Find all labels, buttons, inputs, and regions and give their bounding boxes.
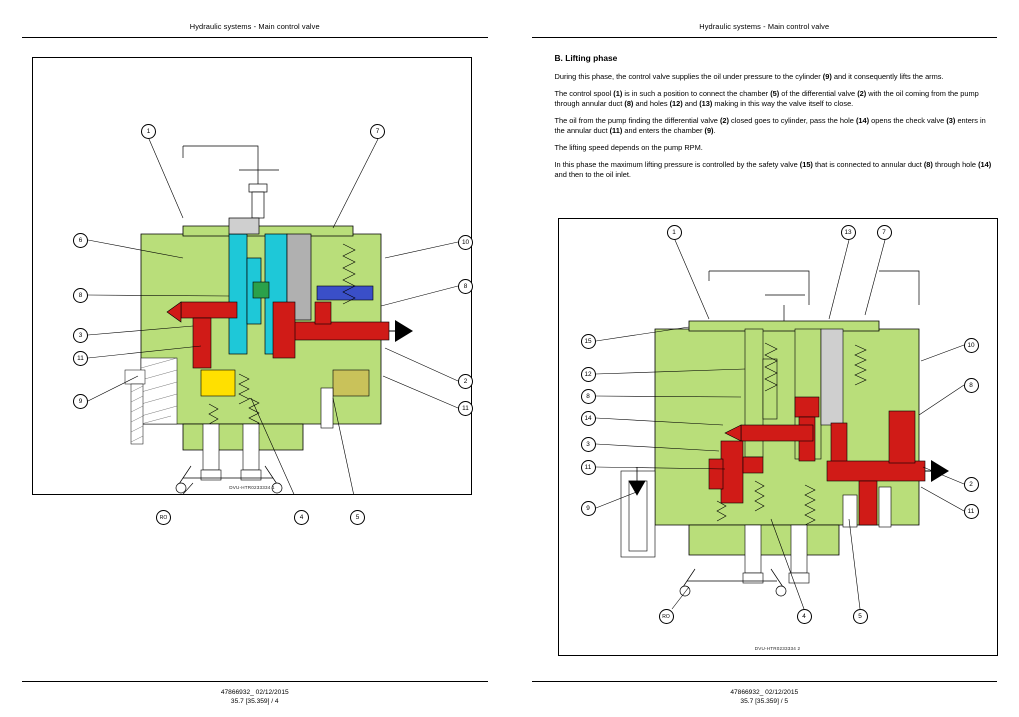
- figure-caption-left: DVU-HTR0233334 1: [229, 485, 275, 490]
- callout-13: 13: [841, 225, 856, 240]
- callout-5-right-fig: 5: [853, 609, 868, 624]
- header-rule-right: [532, 37, 998, 38]
- callout-11: 11: [73, 351, 88, 366]
- page-right: [510, 0, 1019, 717]
- callout-15: 15: [581, 334, 596, 349]
- callout-9: 9: [73, 394, 88, 409]
- footer-page-left: 35.7 [35.359] / 4: [230, 698, 279, 706]
- callout-3: 3: [73, 328, 88, 343]
- callout-7-right-fig: 7: [877, 225, 892, 240]
- page-footer-right: [532, 689, 998, 707]
- figure-caption-right: DVU-HTR0233334 2: [754, 646, 801, 651]
- figure-right: [558, 218, 998, 656]
- footer-page-right: 35.7 [35.359] / 5: [740, 698, 789, 706]
- callout-9-right-fig: 9: [581, 501, 596, 516]
- callout-4-right-fig: 4: [797, 609, 812, 624]
- paragraph-1: During this phase, the control valve supplies the oil under pressure to the cylinder (9) and it consequently lifts the arms.: [554, 72, 944, 82]
- callout-1-right-fig: 1: [667, 225, 682, 240]
- callout-6: 6: [73, 233, 88, 248]
- paragraph-4: The lifting speed depends on the pump RPM.: [554, 142, 703, 152]
- callout-3-right-fig: 3: [581, 437, 596, 452]
- hydraulic-schematic-right: [559, 219, 997, 655]
- callout-1: 1: [141, 124, 156, 139]
- callout-8b-right-fig: 8: [964, 378, 979, 393]
- section-text: [555, 53, 998, 187]
- callout-10-right-fig: 10: [964, 338, 979, 353]
- callout-10: 10: [458, 235, 473, 250]
- header-rule-left: [22, 37, 488, 38]
- callout-11-right-fig: 11: [581, 460, 596, 475]
- callout-ro-right-fig: RO: [659, 609, 674, 624]
- callout-8-right: 8: [458, 279, 473, 294]
- callout-11b-right-fig: 11: [964, 504, 979, 519]
- callout-2: 2: [458, 374, 473, 389]
- figure-left: [32, 57, 472, 521]
- page-footer-left: [22, 689, 488, 707]
- paragraph-3: The oil from the pump finding the differential valve (2) closed goes to cylinder, pass the hole (14) opens the check valve (3) enters in the annular duct (11) and enters the chamber (9).: [554, 116, 986, 135]
- callout-5: 5: [350, 510, 365, 525]
- callout-14: 14: [581, 411, 596, 426]
- callout-ro: RO: [156, 510, 171, 525]
- paragraph-2: The control spool (1) is in such a position to connect the chamber (5) of the differential valve (2) with the oil coming from the pump through annular duct (8) and holes (12) and (13) making in this way the valve itself to close.: [554, 89, 979, 109]
- hydraulic-schematic-left: [33, 58, 471, 494]
- section-heading: B. Lifting phase: [554, 53, 618, 63]
- callout-12: 12: [581, 367, 596, 382]
- callout-8-right-fig: 8: [581, 389, 596, 404]
- footer-rule-right: [532, 681, 998, 682]
- footer-code-left: 47866932_ 02/12/2015: [220, 689, 289, 697]
- callout-2-right-fig: 2: [964, 477, 979, 492]
- footer-code-right: 47866932_ 02/12/2015: [730, 689, 799, 697]
- paragraph-5: In this phase the maximum lifting pressure is controlled by the safety valve (15) that is connected to annular duct (8) through hole (14) and then to the oil inlet.: [554, 159, 992, 179]
- callout-8: 8: [73, 288, 88, 303]
- page-header-right: Hydraulic systems - Main control valve: [699, 22, 830, 31]
- callout-7: 7: [370, 124, 385, 139]
- page-header-left: Hydraulic systems - Main control valve: [189, 22, 320, 31]
- callout-11-right: 11: [458, 401, 473, 416]
- callout-4: 4: [294, 510, 309, 525]
- footer-rule-left: [22, 681, 488, 682]
